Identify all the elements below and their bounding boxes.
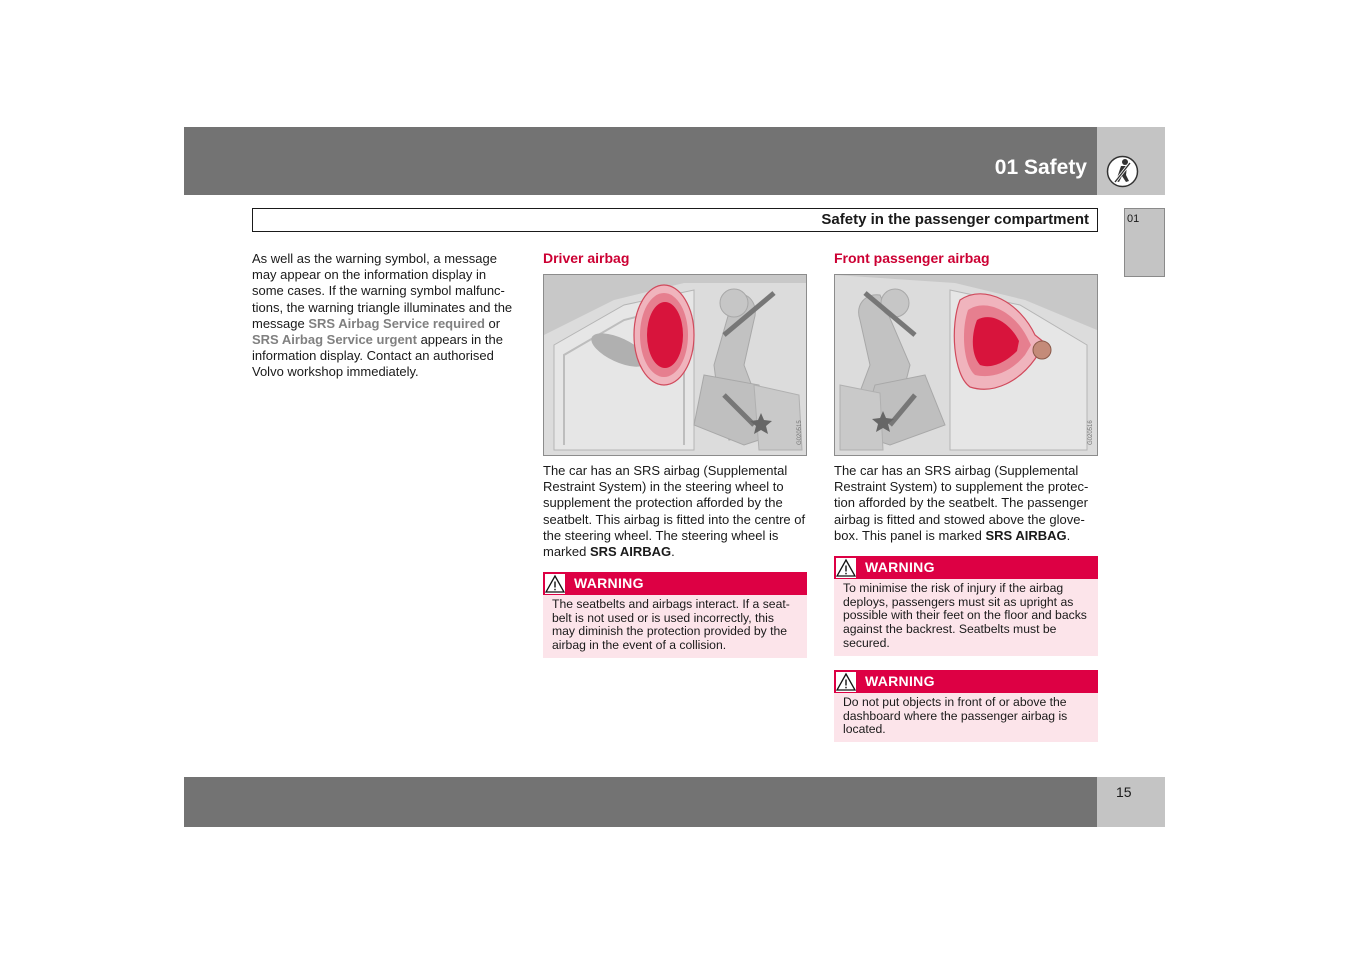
passenger-paragraph (834, 463, 1096, 544)
driver-warning-box (543, 572, 807, 658)
warning-triangle-icon (836, 672, 856, 692)
passenger-srs-marking: SRS AIRBAG (985, 527, 1067, 543)
passenger-body-text: The car has an SRS airbag (Supplemental Restraint System) to supplement the protec-tion afforded by the seatbelt. The passenger airbag is fitted and stowed above the glove-box. This panel is marked (834, 463, 1089, 543)
warning-triangle-icon (836, 558, 856, 578)
warning-label: WARNING (574, 575, 644, 591)
warning-text: Do not put objects in front of or above the dashboard where the passenger airbag is located. (843, 695, 1068, 737)
chapter-header-band (184, 127, 1097, 195)
section-title: Safety in the passenger compartment (821, 211, 1089, 228)
section-title-box (252, 208, 1098, 232)
intro-text-b: or (484, 315, 501, 331)
chapter-side-tab[interactable] (1124, 208, 1165, 277)
footer-band (184, 777, 1097, 827)
warning-label: WARNING (865, 673, 935, 689)
passenger-body-end: . (1066, 527, 1071, 543)
warning-triangle-icon (545, 574, 565, 594)
driver-body (543, 463, 807, 560)
warning-text: To minimise the risk of injury if the airbag deploys, passengers must sit as upright as possible with their feet on the floor and backs against the backrest. Seatbelts must be secured. (843, 581, 1087, 650)
passenger-airbag-heading: Front passenger airbag (834, 250, 990, 266)
warning-label: WARNING (865, 559, 935, 575)
side-tab-label: 01 (1127, 213, 1140, 225)
passenger-warning-box-2 (834, 670, 1098, 742)
driver-srs-marking: SRS AIRBAG (589, 544, 672, 560)
page-number: 15 (1116, 784, 1132, 800)
message-service-urgent: SRS Airbag Service urgent (252, 332, 417, 348)
message-service-required: SRS Airbag Service required (308, 315, 485, 331)
passenger-image-code: G020516 (1088, 420, 1094, 445)
driver-body-text: The car has an SRS airbag (Supplemental Restraint System) in the steering wheel to supplement the protection afforded by the seatbelt. This airbag is fitted into the centre of the steering wheel. The steering wheel is marked (543, 463, 806, 560)
warning-text: The seatbelts and airbags interact. If a seat-belt is not used or is used incorrectly, this may diminish the protection provided by the airbag in the event of a collision. (552, 597, 790, 653)
seatbelt-icon (1106, 155, 1139, 188)
passenger-airbag-illustration (834, 274, 1098, 456)
driver-airbag-heading: Driver airbag (543, 250, 630, 266)
chapter-title: 01 Safety (994, 156, 1087, 179)
intro-paragraph (252, 251, 518, 381)
intro-column (252, 251, 518, 381)
driver-image-code: G020515 (797, 420, 803, 445)
passenger-warning-box-1 (834, 556, 1098, 656)
intro-text-c: appears in the information display. Contact an authorised Volvo workshop immediately. (252, 332, 503, 380)
driver-body-end: . (671, 544, 675, 560)
warning-header (834, 556, 1098, 579)
driver-airbag-illustration (543, 274, 807, 456)
warning-header (543, 572, 807, 595)
driver-paragraph (543, 463, 807, 560)
intro-text-a: As well as the warning symbol, a message may appear on the information display in some cases. If the warning symbol malfunc-tions, the warning triangle illuminates and the message (252, 251, 513, 331)
warning-header (834, 670, 1098, 693)
passenger-body (834, 463, 1096, 544)
